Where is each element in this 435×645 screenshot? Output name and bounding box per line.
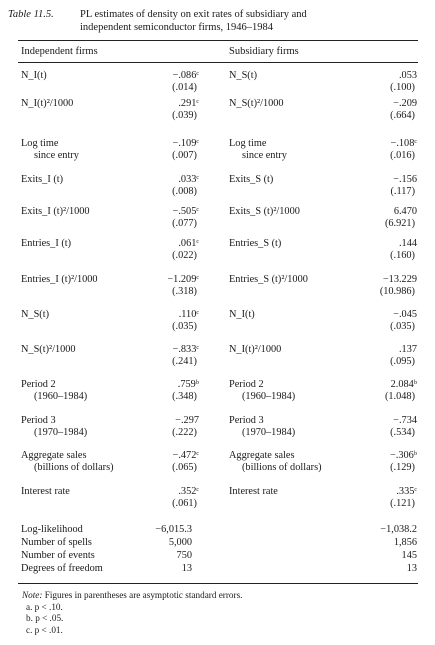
row-sublabel-independent: since entry [34, 150, 79, 161]
stderr-subsidiary: (.129) [390, 462, 415, 473]
row-sublabel-independent: (1970–1984) [34, 427, 88, 438]
row-sublabel-subsidiary: (1960–1984) [242, 391, 296, 402]
row-label-independent: N_I(t)²/1000 [21, 98, 74, 109]
row-sublabel-independent: (1960–1984) [34, 391, 88, 402]
row-sublabel-independent: (billions of dollars) [34, 462, 114, 473]
header-subsidiary: Subsidiary firms [229, 46, 299, 57]
row-label-subsidiary: N_I(t) [229, 309, 255, 320]
coef-subsidiary: −.156 [393, 174, 417, 185]
table-notes [22, 590, 242, 636]
row-label-independent: Period 3 [21, 415, 56, 426]
table-number: Table 11.5. [8, 9, 54, 20]
coef-independent: −.505ᶜ [172, 206, 199, 217]
coef-subsidiary: 2.084ᵇ [390, 379, 417, 390]
row-label-subsidiary: Aggregate sales [229, 450, 295, 461]
stderr-independent: (.065) [172, 462, 197, 473]
row-label-independent: Exits_I (t)²/1000 [21, 206, 90, 217]
footnote-c: c. p < .01. [26, 624, 63, 635]
row-label-subsidiary: Entries_S (t) [229, 238, 282, 249]
stderr-subsidiary: (10.986) [379, 286, 415, 297]
top-rule [18, 40, 418, 41]
table-caption [8, 8, 428, 33]
coef-independent: .291ᶜ [178, 98, 199, 109]
row-sublabel-subsidiary: (1970–1984) [242, 427, 296, 438]
note-label: Note: [22, 590, 43, 600]
stat-independent: 5,000 [168, 537, 192, 548]
coef-subsidiary: −.306ᵇ [389, 450, 417, 461]
stat-label: Number of events [21, 550, 95, 561]
row-label-independent: N_S(t) [21, 309, 50, 320]
stderr-subsidiary: (.664) [390, 110, 415, 121]
row-label-subsidiary: Log time [229, 138, 267, 149]
stderr-subsidiary: (.095) [390, 356, 415, 367]
bottom-rule [18, 583, 418, 584]
stderr-subsidiary: (6.921) [384, 218, 415, 229]
stderr-independent: (.348) [172, 391, 197, 402]
stderr-independent: (.022) [172, 250, 197, 261]
coef-independent: .352ᶜ [178, 486, 199, 497]
row-label-independent: Period 2 [21, 379, 56, 390]
stderr-subsidiary: (.016) [390, 150, 415, 161]
coef-independent: .759ᵇ [177, 379, 199, 390]
row-label-independent: Entries_I (t) [21, 238, 72, 249]
coef-subsidiary: −.734 [393, 415, 417, 426]
row-sublabel-subsidiary: since entry [242, 150, 287, 161]
row-label-subsidiary: Exits_S (t)²/1000 [229, 206, 300, 217]
row-label-subsidiary: N_S(t) [229, 70, 258, 81]
row-label-subsidiary: Period 3 [229, 415, 264, 426]
stderr-independent: (.007) [172, 150, 197, 161]
table-title-line-2: independent semiconductor firms, 1946–1984 [80, 22, 274, 33]
stderr-independent: (.035) [172, 321, 197, 332]
coef-independent: −.086ᶜ [172, 70, 199, 81]
header-rule [18, 62, 418, 63]
stderr-subsidiary: (.121) [390, 498, 415, 509]
stderr-independent: (.241) [172, 356, 197, 367]
stderr-independent: (.061) [172, 498, 197, 509]
footnote-a: a. p < .10. [26, 601, 63, 612]
row-label-independent: Interest rate [21, 486, 70, 497]
coef-subsidiary: .053 [398, 70, 417, 81]
coef-independent: −1.209ᶜ [167, 274, 199, 285]
coef-independent: .110ᶜ [178, 309, 199, 320]
stderr-subsidiary: (.035) [390, 321, 415, 332]
stderr-subsidiary: (1.048) [384, 391, 415, 402]
stat-subsidiary: 1,856 [393, 537, 417, 548]
row-label-subsidiary: N_I(t)²/1000 [229, 344, 282, 355]
stat-label: Degrees of freedom [21, 563, 103, 574]
stderr-subsidiary: (.117) [390, 186, 415, 197]
coef-subsidiary: .137 [398, 344, 417, 355]
stat-subsidiary: 145 [401, 550, 417, 561]
row-label-subsidiary: Period 2 [229, 379, 264, 390]
coef-subsidiary: −.108ᶜ [390, 138, 417, 149]
coef-independent: −.472ᶜ [172, 450, 199, 461]
row-sublabel-subsidiary: (billions of dollars) [242, 462, 322, 473]
row-label-independent: Entries_I (t)²/1000 [21, 274, 98, 285]
header-independent: Independent firms [21, 46, 98, 57]
stderr-independent: (.014) [172, 82, 197, 93]
row-label-independent: Aggregate sales [21, 450, 87, 461]
stderr-subsidiary: (.100) [390, 82, 415, 93]
coef-subsidiary: .144 [398, 238, 417, 249]
coef-independent: .033ᶜ [178, 174, 199, 185]
note-line [22, 590, 242, 602]
coef-subsidiary: .335ᶜ [396, 486, 417, 497]
stderr-independent: (.222) [172, 427, 197, 438]
table-title-line-1: PL estimates of density on exit rates of subsidiary and [80, 9, 307, 20]
row-label-independent: N_S(t)²/1000 [21, 344, 76, 355]
stderr-independent: (.039) [172, 110, 197, 121]
stderr-independent: (.008) [172, 186, 197, 197]
stderr-subsidiary: (.534) [390, 427, 415, 438]
stat-independent: −6,015.3 [155, 524, 192, 535]
stat-label: Number of spells [21, 537, 92, 548]
row-label-subsidiary: Interest rate [229, 486, 278, 497]
coef-subsidiary: −.209 [393, 98, 417, 109]
stat-independent: 750 [176, 550, 192, 561]
note-text: Figures in parentheses are asymptotic standard errors. [42, 590, 243, 600]
coef-subsidiary: 6.470 [393, 206, 417, 217]
footnote-b: b. p < .05. [26, 613, 64, 623]
coef-independent: −.109ᶜ [172, 138, 199, 149]
stat-independent: 13 [181, 563, 192, 574]
stat-subsidiary: −1,038.2 [380, 524, 417, 535]
stderr-independent: (.318) [172, 286, 197, 297]
row-label-independent: Log time [21, 138, 59, 149]
row-label-independent: Exits_I (t) [21, 174, 64, 185]
row-label-subsidiary: N_S(t)²/1000 [229, 98, 284, 109]
coef-independent: .061ᶜ [178, 238, 199, 249]
stderr-independent: (.077) [172, 218, 197, 229]
stat-label: Log-likelihood [21, 524, 83, 535]
coef-subsidiary: −13.229 [382, 274, 417, 285]
row-label-independent: N_I(t) [21, 70, 47, 81]
stderr-subsidiary: (.160) [390, 250, 415, 261]
coef-subsidiary: −.045 [393, 309, 417, 320]
row-label-subsidiary: Entries_S (t)²/1000 [229, 274, 308, 285]
stat-subsidiary: 13 [406, 563, 417, 574]
row-label-subsidiary: Exits_S (t) [229, 174, 274, 185]
coef-independent: −.833ᶜ [172, 344, 199, 355]
coef-independent: −.297 [175, 415, 199, 426]
